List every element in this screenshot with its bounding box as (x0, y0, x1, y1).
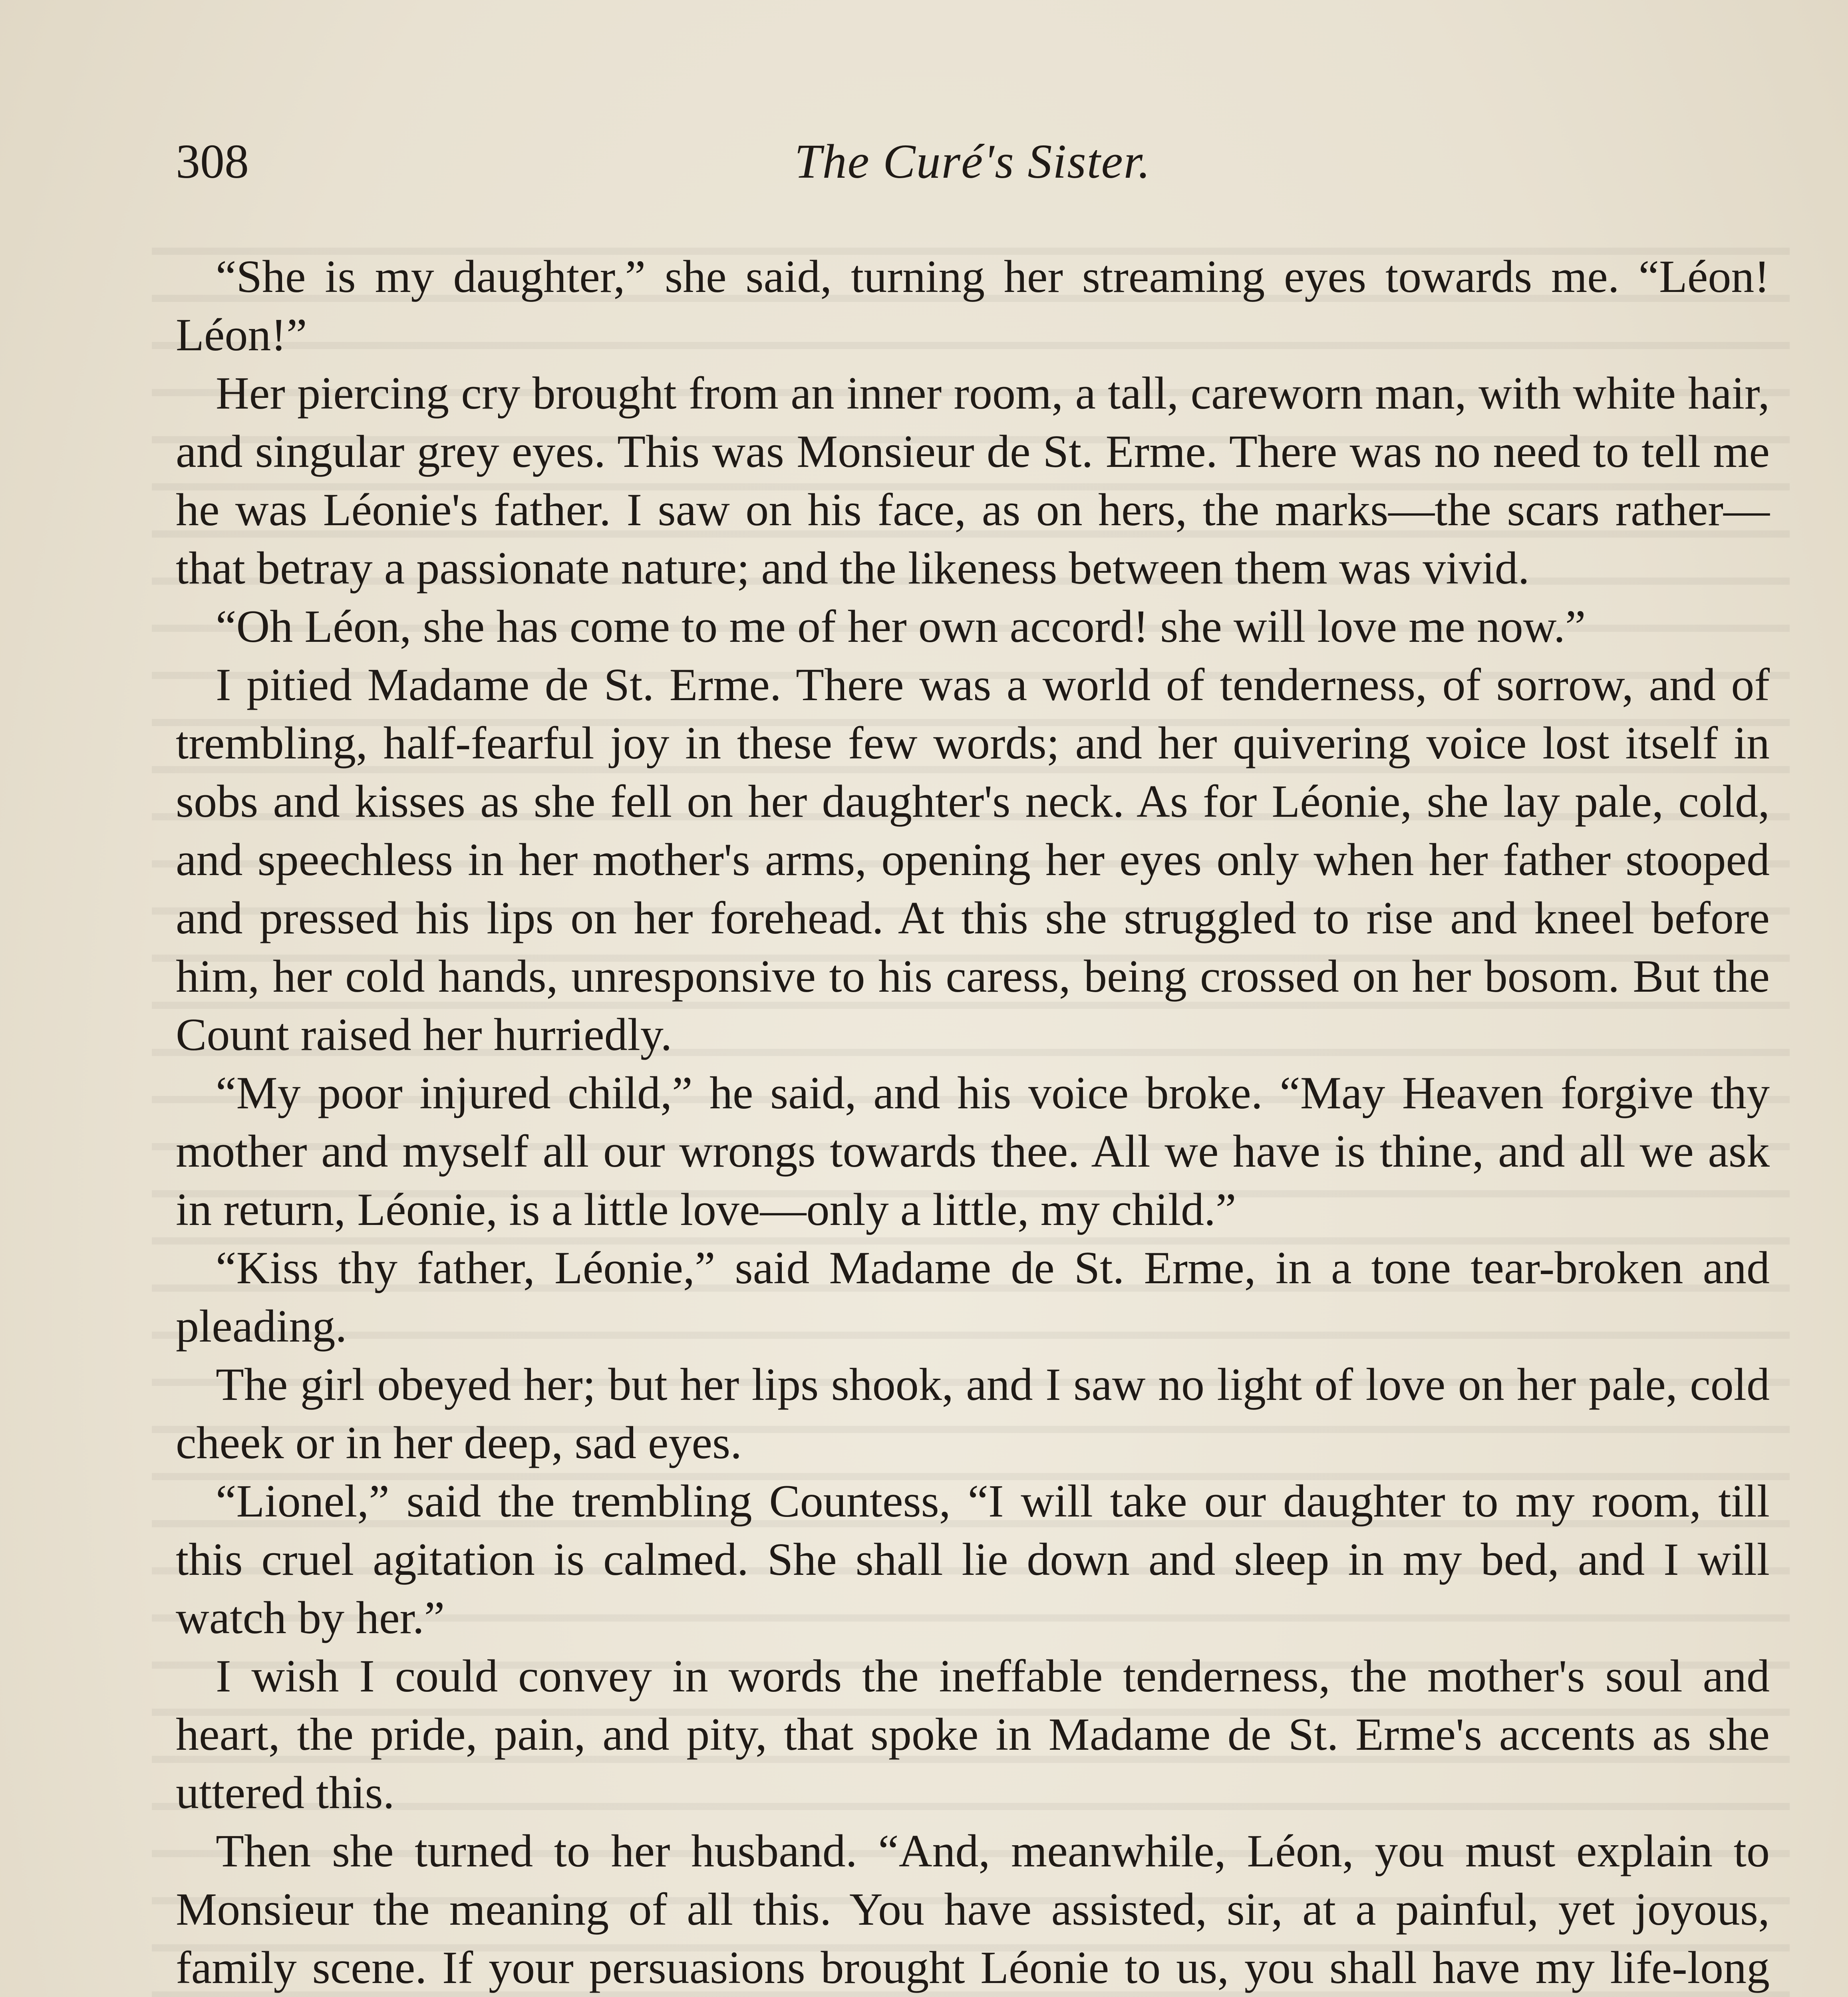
paragraph: “My poor injured child,” he said, and his voice broke. “May Heaven forgive thy mother and myself all our wrongs towards thee. All we have is thine, and all we ask in return, Léonie, is a little love—only a little, my child.” (176, 1068, 1770, 1235)
body-text (176, 248, 1770, 1997)
paragraph: “She is my daughter,” she said, turning her streaming eyes towards me. “Léon! Léon!” (176, 251, 1770, 361)
paragraph: I wish I could convey in words the ineffable tenderness, the mother's soul and heart, the pride, pain, and pity, that spoke in Madame de St. Erme's accents as she uttered this. (176, 1651, 1770, 1818)
page-number: 308 (176, 135, 249, 189)
paragraph: “Oh Léon, she has come to me of her own accord! she will love me now.” (216, 601, 1586, 652)
running-head (176, 132, 1770, 192)
paragraph: I pitied Madame de St. Erme. There was a world of tenderness, of sorrow, and of trembling, half-fearful joy in these few words; and her quivering voice lost itself in sobs and kisses as she fell on her daughter's neck. As for Léonie, she lay pale, cold, and speechless in her mother's arms, opening her eyes only when her father stooped and pressed his lips on her forehead. At this she struggled to rise and kneel before him, her cold hands, unresponsive to his caress, being crossed on her bosom. But the Count raised her hurriedly. (176, 659, 1770, 1060)
running-title: The Curé's Sister. (794, 135, 1151, 189)
paragraph: “Kiss thy father, Léonie,” said Madame de St. Erme, in a tone tear-broken and pleading. (176, 1243, 1770, 1352)
paragraph: Her piercing cry brought from an inner room, a tall, careworn man, with white hair, and singular grey eyes. This was Monsieur de St. Erme. There was no need to tell me he was Léonie's father. I saw on his face, as on hers, the marks—the scars rather—that betray a passionate nature; and the likeness between them was vivid. (176, 368, 1770, 594)
paragraph: The girl obeyed her; but her lips shook, and I saw no light of love on her pale, cold cheek or in her deep, sad eyes. (176, 1359, 1770, 1469)
paragraph: “Lionel,” said the trembling Countess, “I will take our daughter to my room, till this cruel agitation is calmed. She shall lie down and sleep in my bed, and I will watch by her.” (176, 1476, 1770, 1644)
paragraph: Then she turned to her husband. “And, meanwhile, Léon, you must explain to Monsieur the meaning of all this. You have assisted, sir, at a painful, yet joyous, family scene. If your persuasions brought Léonie to us, you shall have my life-long (176, 1826, 1770, 1993)
